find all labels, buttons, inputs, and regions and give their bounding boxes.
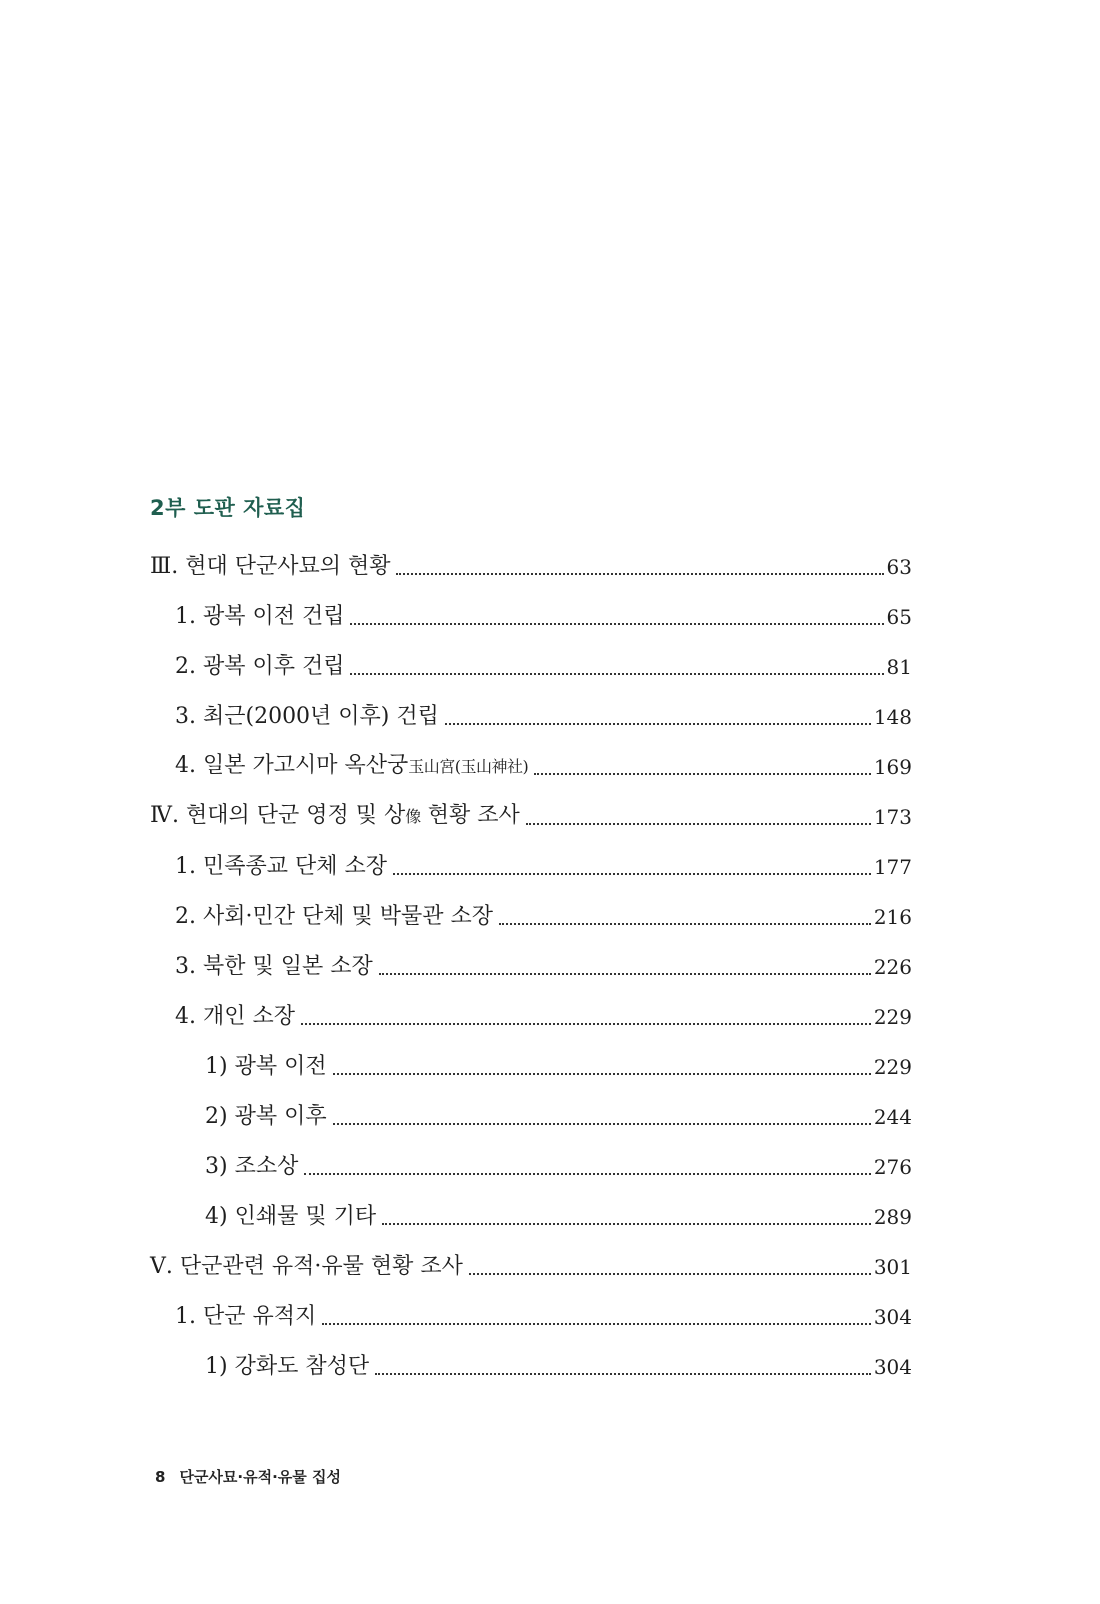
dot-leader (333, 1123, 871, 1125)
toc-entry-page: 244 (873, 1105, 912, 1129)
toc-entry-title: 1) 강화도 참성단 (205, 1354, 370, 1379)
toc-entry (175, 998, 912, 1032)
toc-entry-page: 226 (873, 955, 912, 979)
dot-leader (375, 1373, 871, 1375)
toc-entry-title: 3. 북한 및 일본 소장 (175, 954, 373, 979)
dot-leader (469, 1273, 871, 1275)
toc-entry-page: 177 (873, 855, 912, 879)
dot-leader (445, 723, 871, 725)
toc-entry-title: Ⅴ. 단군관련 유적·유물 현황 조사 (150, 1254, 463, 1279)
dot-leader (534, 773, 871, 775)
toc-entry-page: 229 (873, 1005, 912, 1029)
toc-entry-title: 1. 민족종교 단체 소장 (175, 854, 387, 879)
toc-entry-page: 216 (873, 905, 912, 929)
toc-entry-page: 304 (873, 1305, 912, 1329)
dot-leader (350, 673, 883, 675)
toc-entry-page: 63 (886, 555, 912, 579)
toc-entry-page: 301 (873, 1255, 912, 1279)
dot-leader (304, 1173, 870, 1175)
toc-entry-page: 173 (873, 805, 912, 829)
toc-entry (175, 948, 912, 982)
toc-entry-title (150, 801, 520, 832)
toc-entry (205, 1048, 912, 1082)
dot-leader (301, 1023, 871, 1025)
dot-leader (499, 923, 871, 925)
toc-entry (175, 648, 912, 682)
toc-entry-title: 4. 개인 소장 (175, 1004, 295, 1029)
toc-entry-page: 169 (873, 755, 912, 779)
dot-leader (526, 823, 871, 825)
toc-entry-title: 4) 인쇄물 및 기타 (205, 1204, 377, 1229)
toc-entry (175, 698, 912, 732)
toc-entry-title: 1. 광복 이전 건립 (175, 604, 345, 629)
toc-entry (150, 1248, 912, 1282)
toc-entry-title-text: 4. 일본 가고시마 옥산궁 (175, 753, 409, 778)
dot-leader (382, 1223, 871, 1225)
toc-entry-title (175, 751, 528, 782)
page-footer (155, 1466, 341, 1487)
toc-entry (150, 548, 912, 582)
toc-entry-page: 65 (886, 605, 912, 629)
toc-entry (175, 748, 912, 782)
footer-page-number: 8 (155, 1468, 166, 1486)
toc-entry (205, 1148, 912, 1182)
toc-entry-title: 3) 조소상 (205, 1154, 299, 1179)
toc-entry-title: 3. 최근(2000년 이후) 건립 (175, 704, 439, 729)
toc-entry-page: 148 (873, 705, 912, 729)
toc-entry-page: 229 (873, 1055, 912, 1079)
toc-entry (150, 798, 912, 832)
toc-entry-title-text: Ⅳ. 현대의 단군 영정 및 상 (150, 803, 406, 828)
dot-leader (350, 623, 883, 625)
dot-leader (322, 1323, 871, 1325)
dot-leader (393, 873, 871, 875)
toc-entry-title: 2) 광복 이후 (205, 1104, 327, 1129)
toc-entry (205, 1098, 912, 1132)
dot-leader (396, 573, 883, 575)
toc-entry (175, 1298, 912, 1332)
toc-entry-title: 2. 광복 이후 건립 (175, 654, 345, 679)
toc-entry (175, 598, 912, 632)
toc-entry-hanja: 玉山宮(玉山神社) (408, 757, 529, 776)
part-heading: 2부 도판 자료집 (150, 496, 306, 520)
toc-entry-title: 1) 광복 이전 (205, 1054, 327, 1079)
dot-leader (333, 1073, 871, 1075)
footer-book-title: 단군사묘·유적·유물 집성 (179, 1468, 341, 1486)
toc-entry (175, 898, 912, 932)
toc-entry-title: 1. 단군 유적지 (175, 1304, 317, 1329)
toc-entry-page: 289 (873, 1205, 912, 1229)
toc-entry (175, 848, 912, 882)
toc-entry-hanja: 像 (405, 807, 421, 826)
toc-entry-title-text-after: 현황 조사 (420, 803, 520, 828)
dot-leader (379, 973, 871, 975)
toc-entry-title: Ⅲ. 현대 단군사묘의 현황 (150, 554, 391, 579)
toc-entry (205, 1198, 912, 1232)
toc-entry-page: 276 (873, 1155, 912, 1179)
toc-entry (205, 1348, 912, 1382)
toc-entry-page: 304 (873, 1355, 912, 1379)
toc-entry-title: 2. 사회·민간 단체 및 박물관 소장 (175, 904, 493, 929)
toc-entry-page: 81 (886, 655, 912, 679)
